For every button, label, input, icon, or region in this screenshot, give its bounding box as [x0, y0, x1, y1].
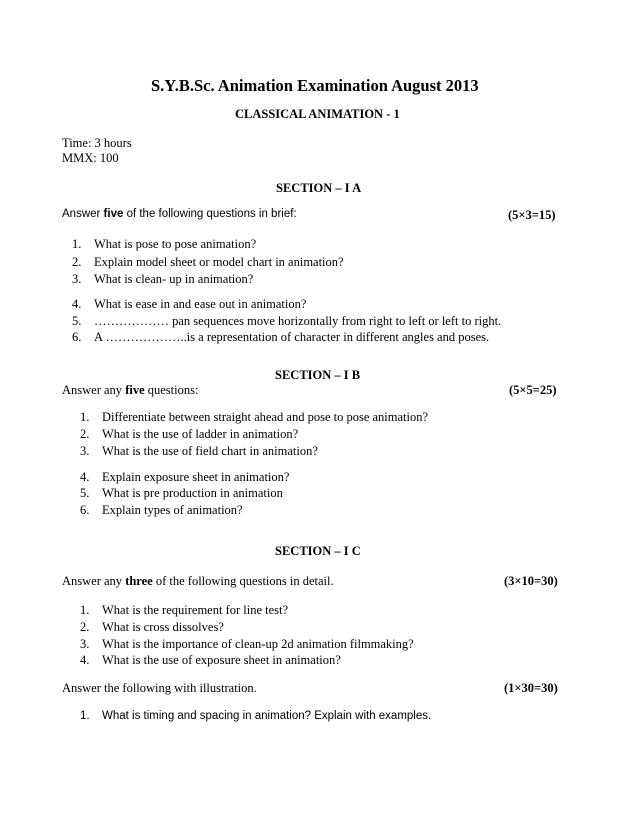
list-item: 1. What is pose to pose animation? — [72, 237, 257, 251]
exam-max-marks: MMX: 100 — [62, 151, 119, 165]
list-item: 2. What is the use of ladder in animation? — [80, 427, 299, 441]
list-item: 6. Explain types of animation? — [80, 503, 243, 517]
list-item: 1. Differentiate between straight ahead and pose to pose animation? — [80, 410, 429, 424]
section-a-marks: (5×3=15) — [508, 208, 556, 222]
section-c-heading: SECTION – I C — [275, 544, 361, 558]
list-item: 3. What is clean- up in animation? — [72, 272, 254, 286]
subject-title: CLASSICAL ANIMATION - 1 — [235, 107, 400, 121]
section-c-instruction: Answer any three of the following questions in detail. — [62, 574, 334, 588]
list-item: 1. What is the requirement for line test? — [80, 603, 289, 617]
list-item: 4. What is ease in and ease out in animation? — [72, 297, 307, 311]
list-item: 6. A ………………..is a representation of character in different angles and poses. — [72, 330, 490, 344]
list-item: 2. What is cross dissolves? — [80, 620, 224, 634]
list-item: 1. What is timing and spacing in animation? Explain with examples. — [80, 710, 432, 722]
list-item: 4. What is the use of exposure sheet in animation? — [80, 653, 341, 667]
section-c-marks: (3×10=30) — [504, 574, 558, 588]
list-item: 5. ……………… pan sequences move horizontally from right to left or left to right. — [72, 314, 502, 328]
section-c-instruction-2: Answer the following with illustration. — [62, 681, 257, 695]
exam-title: S.Y.B.Sc. Animation Examination August 2013 — [151, 76, 479, 95]
list-item: 4. Explain exposure sheet in animation? — [80, 470, 290, 484]
section-b-instruction: Answer any five questions: — [62, 383, 199, 397]
list-item: 3. What is the use of field chart in animation? — [80, 444, 318, 458]
section-a-instruction: Answer five of the following questions in brief: — [62, 208, 297, 220]
section-b-heading: SECTION – I B — [275, 368, 361, 382]
section-b-marks: (5×5=25) — [509, 383, 557, 397]
section-a-heading: SECTION – I A — [276, 181, 362, 195]
exam-time: Time: 3 hours — [62, 136, 132, 150]
list-item: 2. Explain model sheet or model chart in animation? — [72, 255, 344, 269]
list-item: 3. What is the importance of clean-up 2d animation filmmaking? — [80, 637, 414, 651]
section-c-marks-2: (1×30=30) — [504, 681, 558, 695]
list-item: 5. What is pre production in animation — [80, 486, 283, 500]
